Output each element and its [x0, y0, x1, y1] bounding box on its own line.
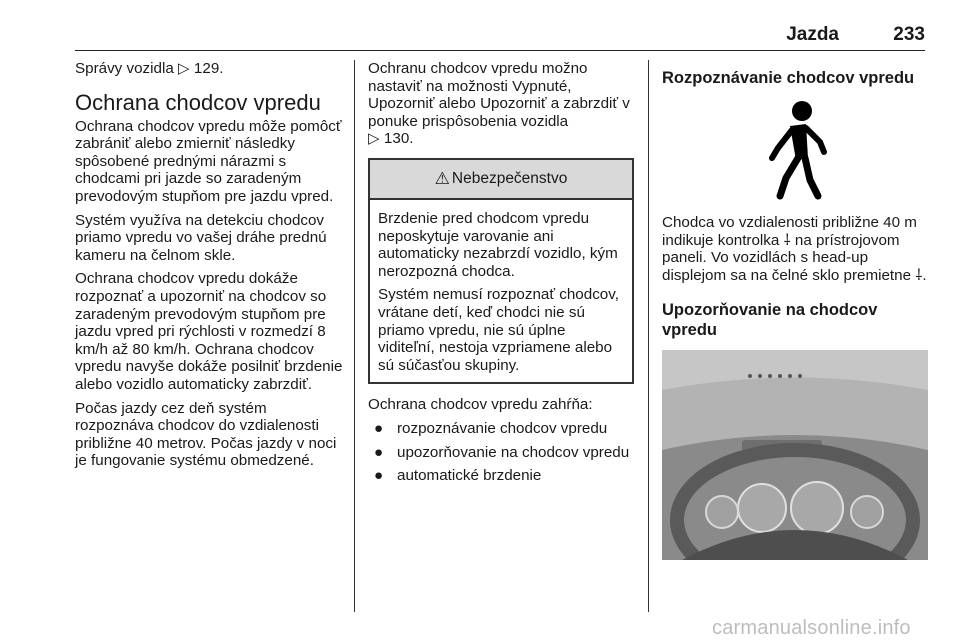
subsection-heading: Rozpoznávanie chodcov vpredu	[662, 69, 915, 87]
paragraph: Ochrana chodcov vpredu môže pomôcť zabrániť alebo zmierniť následky spôsobené prednými nárazmi s chodcami pri jazde so zaradeným prevodovým stupňom pre jazdu vpred.	[75, 117, 342, 205]
feature-list	[368, 420, 634, 485]
watermark: carmanualsonline.info	[712, 617, 911, 639]
column-3	[662, 60, 928, 560]
page-header	[75, 0, 925, 51]
subsection-heading: Upozorňovanie na chodcov vpredu	[662, 301, 878, 340]
column-2	[368, 60, 634, 491]
page-number: 233	[893, 24, 925, 45]
paragraph: Systém využíva na detekciu chodcov priamo vpredu vo vašej dráhe prednú kameru na čelnom skle.	[75, 211, 327, 264]
section-title: Jazda	[786, 24, 839, 45]
bullet-icon: ●	[374, 443, 384, 461]
bullet-icon: ●	[374, 419, 384, 437]
warning-paragraph: Systém nemusí rozpoznať chodcov, vrátane detí, keď chodci nie sú priamo vpredu, nie sú úplne viditeľní, nestoja vzpriamene alebo sú súčasťou skupiny.	[378, 286, 619, 374]
column-1	[75, 60, 343, 476]
intro-text: Správy vozidla ▷ 129.	[75, 60, 224, 77]
dashboard-photo	[662, 350, 928, 560]
section-heading: Ochrana chodcov vpredu	[75, 89, 321, 115]
intro-text: Ochranu chodcov vpredu možno nastaviť na možnosti Vypnuté, Upozorniť alebo Upozorniť a zabrzdiť v ponuke prispôsobenia vozidla ▷ 130.	[368, 60, 630, 148]
column-divider	[354, 60, 355, 612]
warning-triangle-icon: ⚠	[434, 169, 450, 189]
paragraph: Počas jazdy cez deň systém rozpoznáva chodcov do vzdialenosti približne 40 metrov. Počas jazdy v noci je fungovanie systému obmedzené.	[75, 399, 337, 470]
bullet-icon: ●	[374, 467, 384, 485]
paragraph: Chodca vo vzdialenosti približne 40 m indikuje kontrolka ⸸ na prístrojovom paneli. Vo vozidlách s head-up displejom sa na čelné sklo premietne ⸸.	[662, 214, 927, 284]
column-divider	[648, 60, 649, 612]
warning-paragraph: Brzdenie pred chodcom vpredu neposkytuje varovanie ani automaticky nezabrzdí vozidlo, kým nerozpozná chodca.	[378, 209, 618, 280]
pedestrian-illustration	[662, 96, 928, 208]
warning-box	[368, 158, 634, 384]
page-ref-arrow-icon: ▷	[178, 60, 190, 77]
list-item: ● rozpoznávanie chodcov vpredu	[374, 419, 608, 437]
warning-body	[370, 200, 632, 382]
paragraph: Ochrana chodcov vpredu dokáže rozpoznať a upozorniť na chodcov so zaradeným prevodovým stupňom pre jazdu vpred pri rýchlosti v rozmedzí 8 km/h až 80 km/h. Ochrana chodcov vpredu navyše dokáže posilniť brzdenie alebo vozidlo automaticky zabrzdiť.	[75, 270, 343, 393]
list-intro: Ochrana chodcov vpredu zahŕňa:	[368, 396, 593, 414]
warning-title: ⚠ Nebezpečenstvo	[370, 160, 632, 200]
list-item: ● upozorňovanie na chodcov vpredu	[374, 443, 630, 461]
list-item: ● automatické brzdenie	[374, 467, 542, 485]
page-ref-arrow-icon: ▷	[368, 130, 380, 148]
pedestrian-icon	[750, 96, 840, 208]
